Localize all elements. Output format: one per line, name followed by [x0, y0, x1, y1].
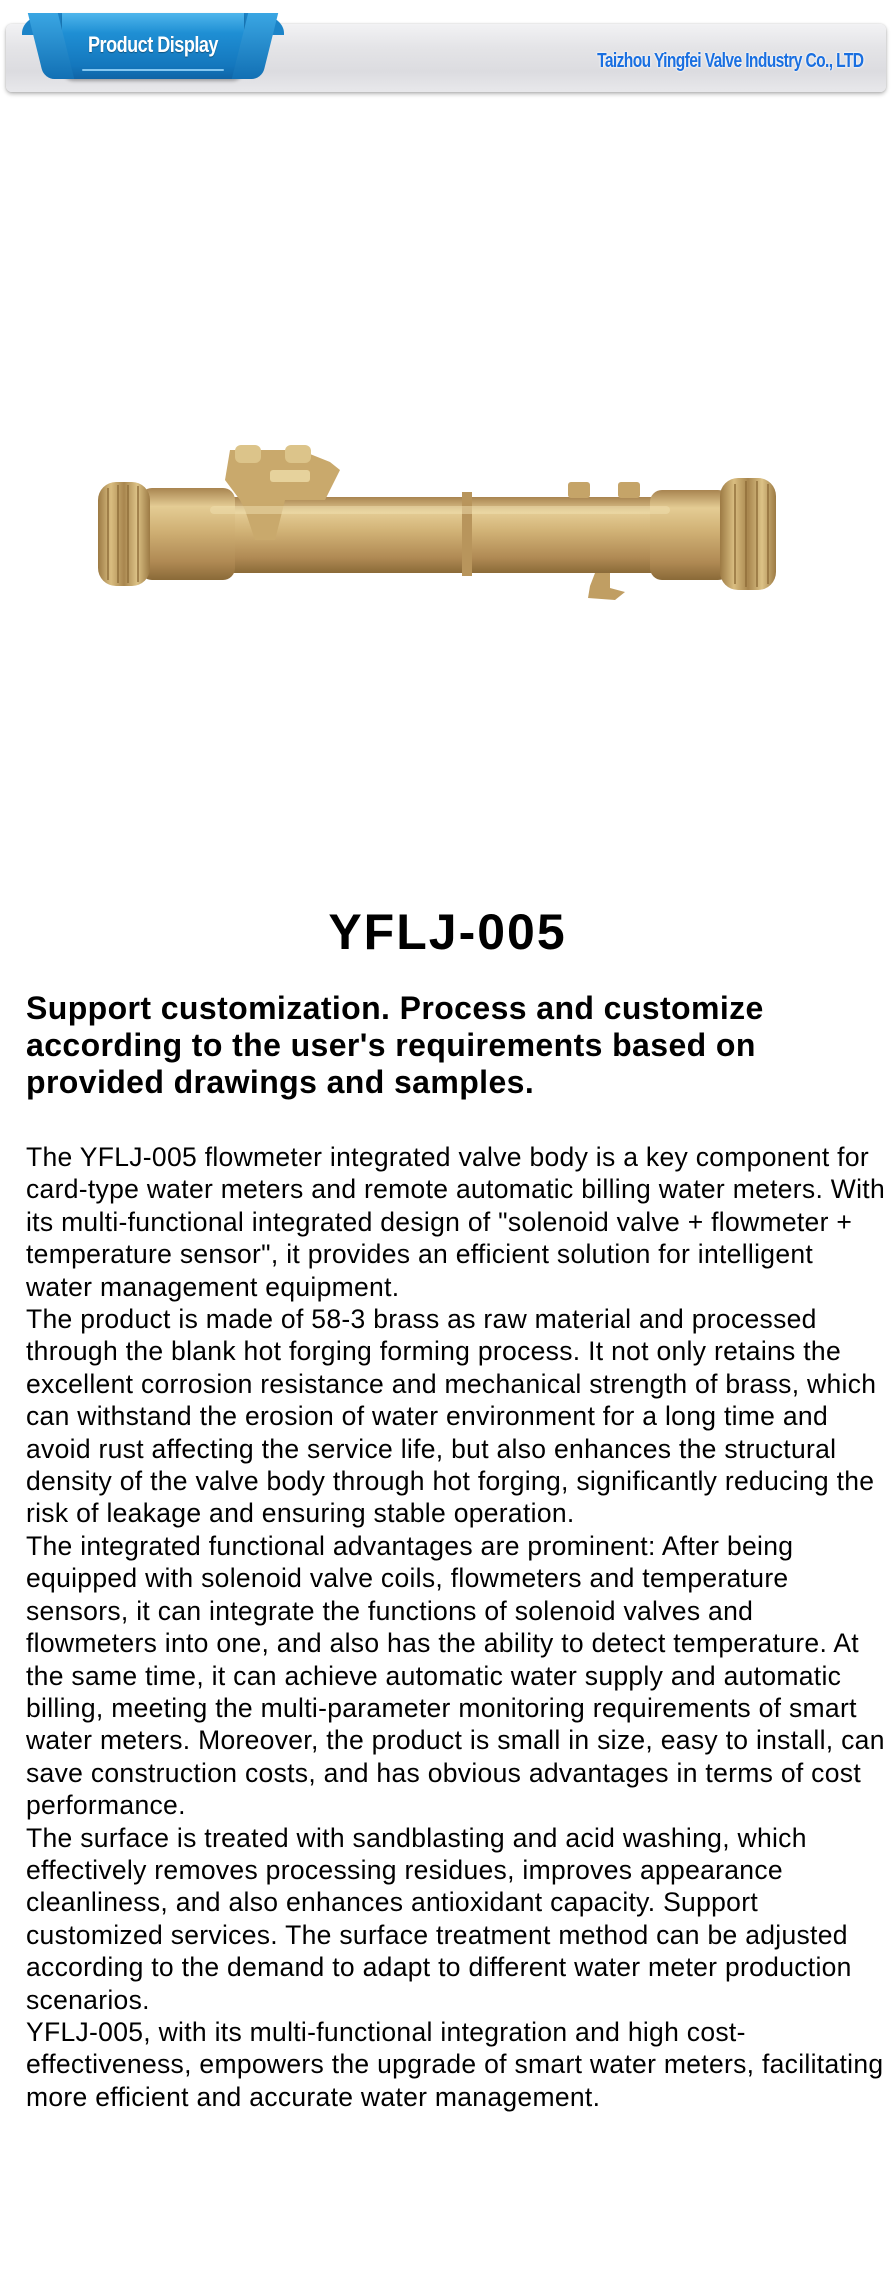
ribbon-tab [62, 13, 244, 79]
product-model-title: YFLJ-005 [328, 904, 567, 960]
customization-tagline: Support customization. Process and customize according to the user's requirements based on provided drawings and samples. [26, 990, 764, 1100]
description-paragraph: YFLJ-005, with its multi-functional integration and high cost-effectiveness, empowers the upgrade of smart water meters, facilitating more efficient and accurate water management. [26, 2016, 884, 2112]
tab-label: Product Display [88, 32, 218, 57]
description-paragraph: The YFLJ-005 flowmeter integrated valve body is a key component for card-type water meters and remote automatic billing water meters. With its multi-functional integrated design of "solenoid valve + flowmeter + temperature sensor", it provides an efficient solution for intelligent water management equipment. [26, 1142, 886, 1302]
company-name: Taizhou Yingfei Valve Industry Co., LTD [596, 50, 863, 72]
ribbon-highlight [82, 69, 224, 71]
description-paragraph: The surface is treated with sandblasting and acid washing, which effectively removes processing residues, improves appearance cleanliness, and also enhances antioxidant capacity. Support customized services. The surface treatment method can be adjusted according to the demand to adapt to different water meter production scenarios. [26, 1822, 852, 2015]
brass-flowmeter-valve-body-image [90, 440, 800, 600]
description-paragraph: The product is made of 58-3 brass as raw material and processed through the blank hot forging forming process. It not only retains the excellent corrosion resistance and mechanical strength of brass, which can withstand the erosion of water environment for a long time and avoid rust affecting the service life, but also enhances the structural density of the valve body through hot forging, significantly reducing the risk of leakage and ensuring stable operation. [26, 1304, 877, 1529]
product-description [26, 1141, 886, 2113]
product-display-tab [22, 13, 284, 81]
description-paragraph: The integrated functional advantages are prominent: After being equipped with solenoid valve coils, flowmeters and temperature sensors, it can integrate the functions of solenoid valves and flowmeters into one, and also has the ability to detect temperature. At the same time, it can achieve automatic water supply and automatic billing, meeting the multi-parameter monitoring requirements of smart water meters. Moreover, the product is small in size, easy to install, can save construction costs, and has obvious advantages in terms of cost performance. [26, 1530, 885, 1821]
